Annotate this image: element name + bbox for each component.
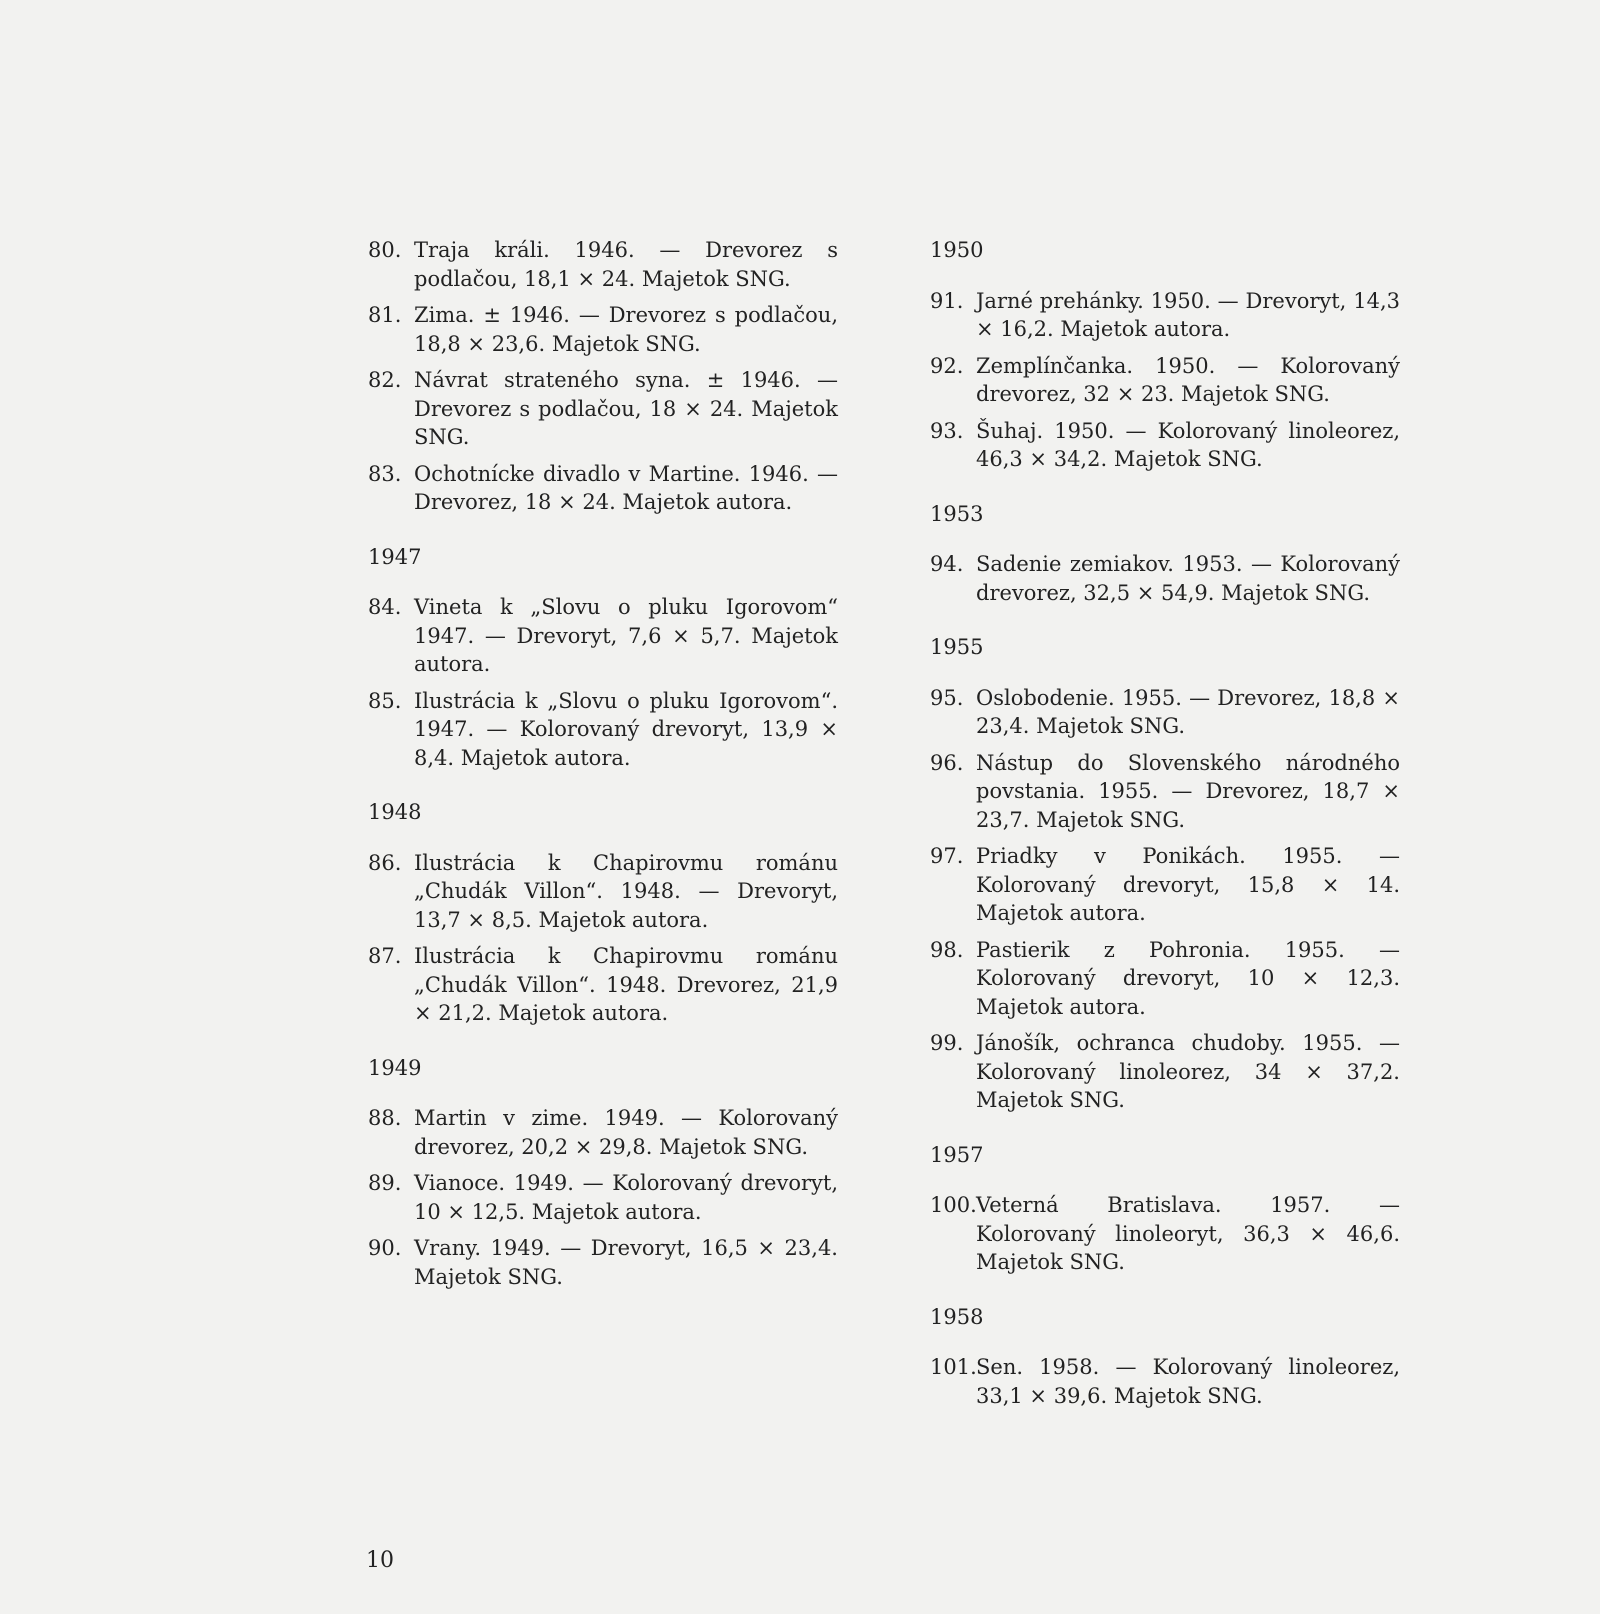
entry-number: 97. (930, 844, 964, 868)
catalog-entry (368, 942, 838, 1028)
catalog-entry (368, 236, 838, 293)
entry-text: Jánošík, ochranca chudoby. 1955. — Kolorovaný linoleorez, 34 × 37,2. Majetok SNG. (976, 1031, 1400, 1112)
entry-text: Návrat strateného syna. ± 1946. — Drevorez s podlačou, 18 × 24. Majetok SNG. (414, 368, 838, 449)
entry-text: Nástup do Slovenského národného povstania. 1955. — Drevorez, 18,7 × 23,7. Majetok SNG. (976, 750, 1400, 832)
entry-text: Ilustrácia k Chapirovmu románu „Chudák Villon“. 1948. — Drevoryt, 13,7 × 8,5. Majetok autora. (414, 850, 838, 932)
year-heading: 1949 (368, 1055, 422, 1080)
catalog-entry (930, 1191, 1400, 1277)
entry-number: 90. (368, 1236, 402, 1260)
catalog-entry (368, 687, 838, 773)
entry-number: 88. (368, 1106, 402, 1130)
year-heading: 1955 (930, 635, 984, 659)
catalog-entry (930, 842, 1400, 928)
entry-number: 93. (930, 418, 964, 443)
catalog-entry (368, 849, 838, 935)
entry-text: Ilustrácia k Chapirovmu románu „Chudák Villon“. 1948. Drevorez, 21,9 × 21,2. Majetok autora. (414, 944, 838, 1025)
entry-text: Zemplínčanka. 1950. — Kolorovaný drevorez, 32 × 23. Majetok SNG. (976, 353, 1400, 406)
entry-number: 94. (930, 552, 964, 576)
catalog-entry (930, 287, 1400, 344)
entry-number: 82. (368, 368, 402, 392)
entry-number: 92. (930, 353, 964, 378)
catalog-entry (930, 417, 1400, 474)
year-heading: 1957 (930, 1142, 984, 1167)
year-heading: 1948 (368, 800, 422, 824)
catalog-entry (930, 684, 1400, 741)
entry-text: Sadenie zemiakov. 1953. — Kolorovaný drevorez, 32,5 × 54,9. Majetok SNG. (976, 552, 1400, 605)
entry-number: 89. (368, 1171, 402, 1195)
entry-text: Priadky v Ponikách. 1955. — Kolorovaný drevoryt, 15,8 × 14. Majetok autora. (976, 844, 1400, 925)
entry-text: Traja králi. 1946. — Drevorez s podlačou, 18,1 × 24. Majetok SNG. (414, 238, 838, 291)
entry-number: 85. (368, 688, 402, 713)
catalog-entry (368, 593, 838, 679)
catalog-entry (368, 1234, 838, 1291)
entry-text: Ochotnícke divadlo v Martine. 1946. — Drevorez, 18 × 24. Majetok autora. (414, 461, 838, 514)
entry-number: 101. (930, 1355, 977, 1379)
entry-text: Zima. ± 1946. — Drevorez s podlačou, 18,8 × 23,6. Majetok SNG. (414, 303, 838, 356)
entry-number: 80. (368, 238, 402, 262)
year-heading: 1950 (930, 238, 984, 262)
entry-number: 95. (930, 685, 964, 710)
entry-text: Šuhaj. 1950. — Kolorovaný linoleorez, 46,3 × 34,2. Majetok SNG. (976, 418, 1400, 471)
entry-text: Jarné prehánky. 1950. — Drevoryt, 14,3 × 16,2. Majetok autora. (976, 288, 1400, 341)
catalog-entry (368, 301, 838, 358)
catalog-entry (930, 749, 1400, 835)
catalog-entry (368, 1104, 838, 1161)
page-number: 10 (366, 1548, 394, 1573)
entry-text: Ilustrácia k „Slovu o pluku Igorovom“. 1947. — Kolorovaný drevoryt, 13,9 × 8,4. Majetok autora. (414, 688, 838, 770)
entry-text: Vianoce. 1949. — Kolorovaný drevoryt, 10 × 12,5. Majetok autora. (414, 1171, 838, 1224)
right-column (930, 236, 1400, 1418)
catalog-entry (930, 550, 1400, 607)
catalog-entry (368, 1169, 838, 1226)
entry-number: 98. (930, 937, 964, 962)
entry-number: 83. (368, 461, 402, 486)
year-heading: 1947 (368, 544, 422, 569)
catalog-entry (930, 352, 1400, 409)
catalog-entry (930, 936, 1400, 1022)
entry-number: 96. (930, 750, 964, 775)
year-heading: 1953 (930, 501, 984, 526)
entry-text: Veterná Bratislava. 1957. — Kolorovaný linoleoryt, 36,3 × 46,6. Majetok SNG. (976, 1193, 1400, 1274)
catalog-entry (368, 460, 838, 517)
entry-number: 99. (930, 1031, 964, 1055)
catalog-entry (930, 1029, 1400, 1115)
entry-number: 84. (368, 595, 402, 619)
catalog-entry (930, 1353, 1400, 1410)
entry-number: 81. (368, 303, 402, 327)
entry-number: 91. (930, 288, 964, 313)
entry-text: Vrany. 1949. — Drevoryt, 16,5 × 23,4. Majetok SNG. (414, 1236, 838, 1289)
entry-text: Sen. 1958. — Kolorovaný linoleorez, 33,1 × 39,6. Majetok SNG. (976, 1355, 1400, 1408)
left-column (368, 236, 838, 1299)
year-heading: 1958 (930, 1304, 984, 1329)
entry-text: Martin v zime. 1949. — Kolorovaný drevorez, 20,2 × 29,8. Majetok SNG. (414, 1106, 838, 1159)
entry-text: Pastierik z Pohronia. 1955. — Kolorovaný drevoryt, 10 × 12,3. Majetok autora. (976, 937, 1400, 1019)
catalog-entry (368, 366, 838, 452)
entry-number: 86. (368, 850, 402, 875)
entry-text: Vineta k „Slovu o pluku Igorovom“ 1947. — Drevoryt, 7,6 × 5,7. Majetok autora. (414, 595, 838, 676)
entry-text: Oslobodenie. 1955. — Drevorez, 18,8 × 23,4. Majetok SNG. (976, 685, 1400, 738)
entry-number: 87. (368, 944, 402, 968)
entry-number: 100. (930, 1193, 977, 1217)
